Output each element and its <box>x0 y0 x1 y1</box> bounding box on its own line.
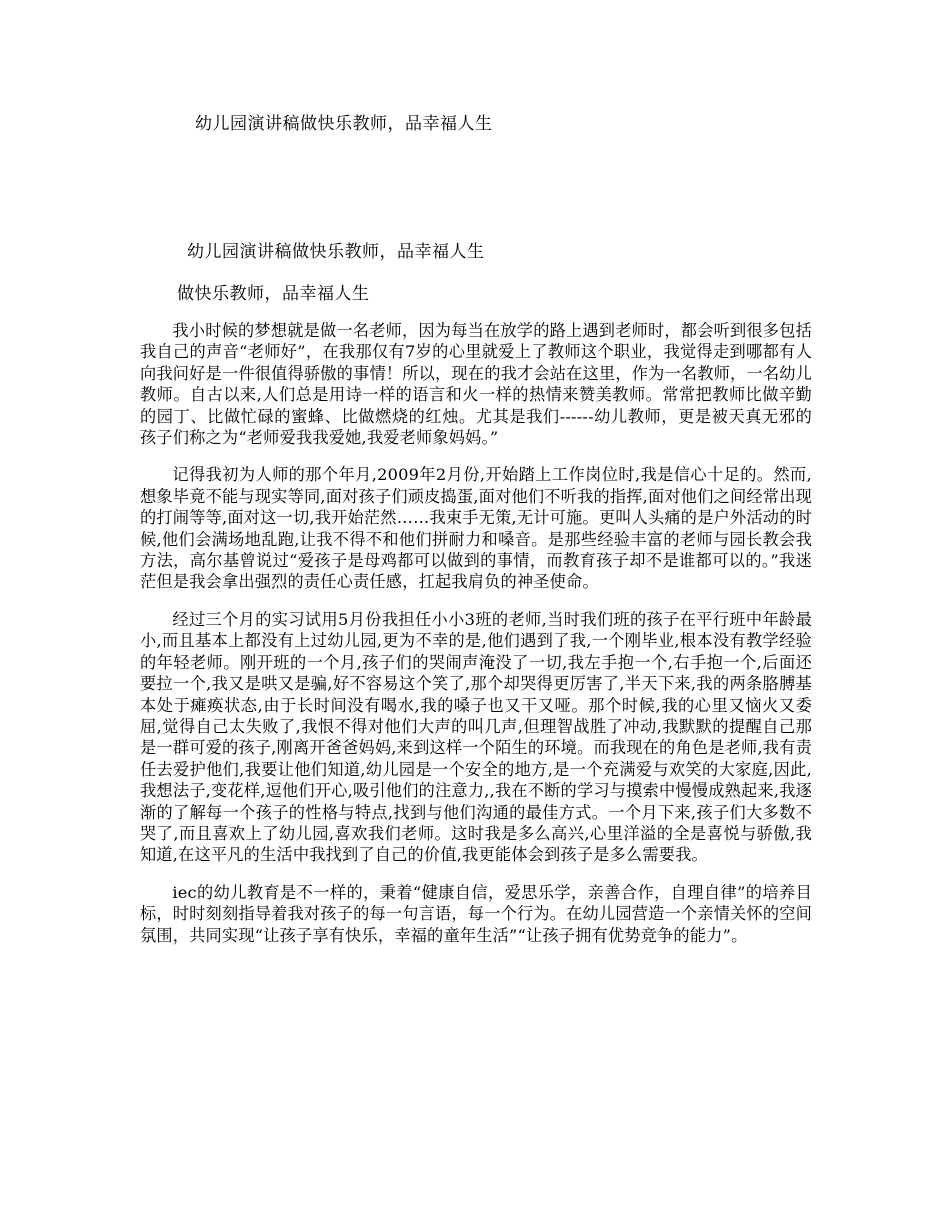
document-subtitle: 做快乐教师，品幸福人生 <box>177 284 370 304</box>
paragraph-dream: 我小时候的梦想就是做一名老师，因为每当在放学的路上遇到老师时，都会听到很多包括我自己的声音“老师好”，在我那仅有7岁的心里就爱上了教师这个职业，我觉得走到哪都有人向我问好是一件很值得骄傲的事情！所以，现在的我才会站在这里，作为一名教师，一名幼儿教师。自古以来,人们总是用诗一样的语言和火一样的热情来赞美教师。常常把教师比做辛勤的园丁、比做忙碌的蜜蜂、比做燃烧的红烛。尤其是我们------幼儿教师，更是被天真无邪的孩子们称之为“老师爱我我爱她,我爱老师象妈妈。” <box>140 321 812 448</box>
document-body <box>140 320 812 962</box>
document-title: 幼儿园演讲稿做快乐教师，品幸福人生 <box>187 242 485 262</box>
paragraph-first-year: 记得我初为人师的那个年月,2009年2月份,开始踏上工作岗位时,我是信心十足的。然而,想象毕竟不能与现实等同,面对孩子们顽皮捣蛋,面对他们不听我的指挥,面对他们之间经常出现的打闹等等,面对这一切,我开始茫然……我束手无策,无计可施。更叫人头痛的是户外活动的时候,他们会满场地乱跑,让我不得不和他们拼耐力和嗓音。是那些经验丰富的老师与园长教会我方法，高尔基曾说过“爱孩子是母鸡都可以做到的事情，而教育孩子却不是谁都可以的。”我迷茫但是我会拿出强烈的责任心责任感，扛起我肩负的神圣使命。 <box>140 465 812 592</box>
paragraph-class-teacher: 经过三个月的实习试用5月份我担任小小3班的老师,当时我们班的孩子在平行班中年龄最小,而且基本上都没有上过幼儿园,更为不幸的是,他们遇到了我,一个刚毕业,根本没有教学经验的年轻老师。刚开班的一个月,孩子们的哭闹声淹没了一切,我左手抱一个,右手抱一个,后面还要拉一个,我又是哄又是骗,好不容易这个笑了,那个却哭得更厉害了,半天下来,我的两条胳膊基本处于瘫痪状态,由于长时间没有喝水,我的嗓子也又干又哑。那个时候,我的心里又恼火又委屈,觉得自己太失败了,我恨不得对他们大声的叫几声,但理智战胜了冲动,我默默的提醒自己那是一群可爱的孩子,刚离开爸爸妈妈,来到这样一个陌生的环境。而我现在的角色是老师,我有责任去爱护他们,我要让他们知道,幼儿园是一个安全的地方,是一个充满爱与欢笑的大家庭,因此,我想法子,变花样,逗他们开心,吸引他们的注意力,,我在不断的学习与摸索中慢慢成熟起来,我逐渐的了解每一个孩子的性格与特点,找到与他们沟通的最佳方式。一个月下来,孩子们大多数不哭了,而且喜欢上了幼儿园,喜欢我们老师。这时我是多么高兴,心里洋溢的全是喜悦与骄傲,我知道,在这平凡的生活中我找到了自己的价值,我更能体会到孩子是多么需要我。 <box>140 609 812 865</box>
document-header-title: 幼儿园演讲稿做快乐教师，品幸福人生 <box>195 114 493 134</box>
paragraph-iec-education: iec的幼儿教育是不一样的，秉着“健康自信，爱思乐学，亲善合作，自理自律”的培养目标，时时刻刻指导着我对孩子的每一句言语，每一个行为。在幼儿园营造一个亲情关怀的空间氛围，共同实现“让孩子享有快乐，幸福的童年生活”“让孩子拥有优势竞争的能力”。 <box>140 882 812 945</box>
